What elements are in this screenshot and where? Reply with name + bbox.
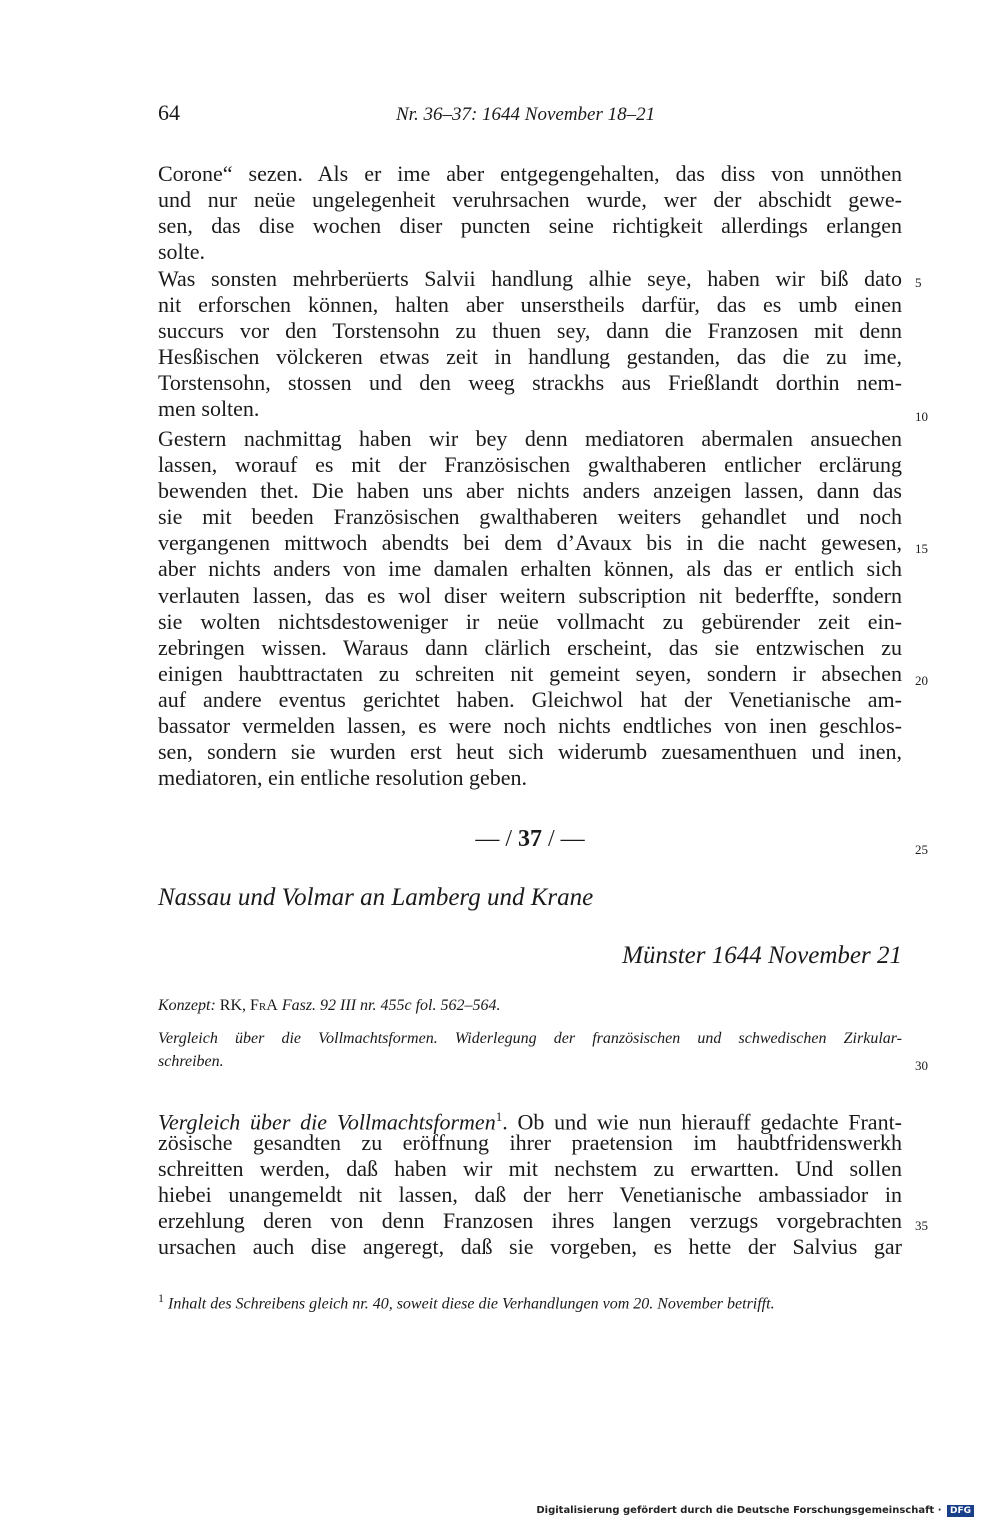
text-line: sie mit beeden Französischen gwalthaberen weiters gehandlet und noch <box>158 504 902 529</box>
text-line: auf andere eventus gerichtet haben. Gleichwol hat der Venetianische am- <box>158 687 902 712</box>
text-line: vergangenen mittwoch abendts bei dem d’Avaux bis in die nacht gewesen, <box>158 530 902 555</box>
line-number: 5 <box>915 275 922 290</box>
text-line: Corone“ sezen. Als er ime aber entgegengehalten, das diss von unnöthen <box>158 161 902 186</box>
running-head: Nr. 36–37: 1644 November 18–21 <box>396 104 656 125</box>
dfg-logo: DFG <box>947 1505 974 1517</box>
line-number: 25 <box>915 842 928 857</box>
line-number: 35 <box>915 1218 928 1233</box>
footnote-number: 1 <box>158 1291 164 1305</box>
text-line: men solten. <box>158 396 260 421</box>
text-line: hiebei unangemeldt nit lassen, daß der herr Venetianische ambassiador in <box>158 1182 902 1207</box>
digitization-credit <box>536 1505 974 1517</box>
text-line: zebringen wissen. Waraus dann clärlich erscheint, das sie entzwischen zu <box>158 635 902 660</box>
text-line: ursachen auch dise angeregt, daß sie vorgeben, es hette der Salvius gar <box>158 1234 902 1259</box>
doc-number-right: / — <box>548 826 585 852</box>
regest-line: Vergleich über die Vollmachtsformen. Widerlegung der französischen und schwedischen Zirkular- <box>158 1030 902 1047</box>
text-line: mediatoren, ein entliche resolution geben. <box>158 765 527 790</box>
text-line: erzehlung deren von denn Franzosen ihres langen verzugs vorgebrachten <box>158 1208 902 1233</box>
text-line: aber nichts anders von ime damalen erhalten können, als das er entlich sich <box>158 556 902 581</box>
text-line: sie wolten nichtsdestoweniger ir neüe vollmacht zu gebürender zeit ein- <box>158 609 902 634</box>
letter-heading: Vergleich über die Vollmachtsformen <box>158 1109 496 1135</box>
source-label: Konzept: <box>158 997 216 1014</box>
line-number: 20 <box>915 673 928 688</box>
line-number: 30 <box>915 1058 928 1073</box>
footnote <box>158 1291 775 1313</box>
text-line: Hesßischen völckeren etwas zeit in handlung gestanden, das die zu ime, <box>158 344 902 369</box>
source-rest: Fasz. 92 III nr. 455c fol. 562–564. <box>281 997 501 1014</box>
document-number <box>0 826 1000 853</box>
letter-first-line-rest: . Ob und wie nun hierauff gedachte Frant- <box>502 1109 903 1135</box>
text-line: Was sonsten mehrberüerts Salvii handlung alhie seye, haben wir biß dato <box>158 266 902 291</box>
text-line: zösische gesandten zu eröffnung ihrer praetension im haubtfridenswerkh <box>158 1130 902 1155</box>
doc-number-value: 37 <box>518 826 542 852</box>
regest-line: schreiben. <box>158 1053 224 1070</box>
text-line: solte. <box>158 239 206 264</box>
text-line: bassator vermelden lassen, es were noch nichts endtliches von inen geschlos- <box>158 713 902 738</box>
text-line: Gestern nachmittag haben wir bey denn mediatoren abermalen ansuechen <box>158 426 902 451</box>
text-line: lassen, worauf es mit der Französischen gwalthaberen entlicher erclärung <box>158 452 902 477</box>
text-line: schreitten werden, daß haben wir mit nechstem zu erwartten. Und sollen <box>158 1156 902 1181</box>
text-line: succurs vor den Torstensohn zu thuen sey, dann die Franzosen mit denn <box>158 318 902 343</box>
text-line: sen, sondern sie wurden erst heut sich widerumb zuesamenthuen und inen, <box>158 739 902 764</box>
source-reference <box>158 997 500 1015</box>
document-title: Nassau und Volmar an Lamberg und Krane <box>158 884 594 911</box>
source-fra: FrA <box>250 997 278 1014</box>
line-number: 10 <box>915 409 928 424</box>
text-line: Torstensohn, stossen und den weeg strackhs aus Frießlandt dorthin nem- <box>158 370 902 395</box>
footnote-mark: 1 <box>495 1109 503 1124</box>
page-number: 64 <box>158 100 180 125</box>
text-line: sen, das dise wochen diser puncten seine richtigkeit allerdings erlangen <box>158 213 902 238</box>
text-line: verlauten lassen, das es wol diser weitern subscription nit bederffte, sondern <box>158 583 902 608</box>
text-line: bewenden thet. Die haben uns aber nichts anders anzeigen lassen, dann das <box>158 478 902 503</box>
text-line: einigen haubttractaten zu schreiten nit gemeint seyen, sondern ir absechen <box>158 661 902 686</box>
text-line: nit erforschen können, halten aber unserstheils darfür, das es umb einen <box>158 292 902 317</box>
source-rk: RK, <box>219 997 247 1014</box>
line-number: 15 <box>915 541 928 556</box>
doc-number-left: — / <box>475 826 512 852</box>
credit-text: Digitalisierung gefördert durch die Deutsche Forschungsgemeinschaft · <box>536 1505 942 1516</box>
text-line: und nur neüe ungelegenheit veruhrsachen wurde, wer der abschidt gewe- <box>158 187 902 212</box>
document-place-date: Münster 1644 November 21 <box>622 942 902 969</box>
footnote-text: Inhalt des Schreibens gleich nr. 40, soweit diese die Verhandlungen vom 20. November betrifft. <box>168 1295 775 1313</box>
